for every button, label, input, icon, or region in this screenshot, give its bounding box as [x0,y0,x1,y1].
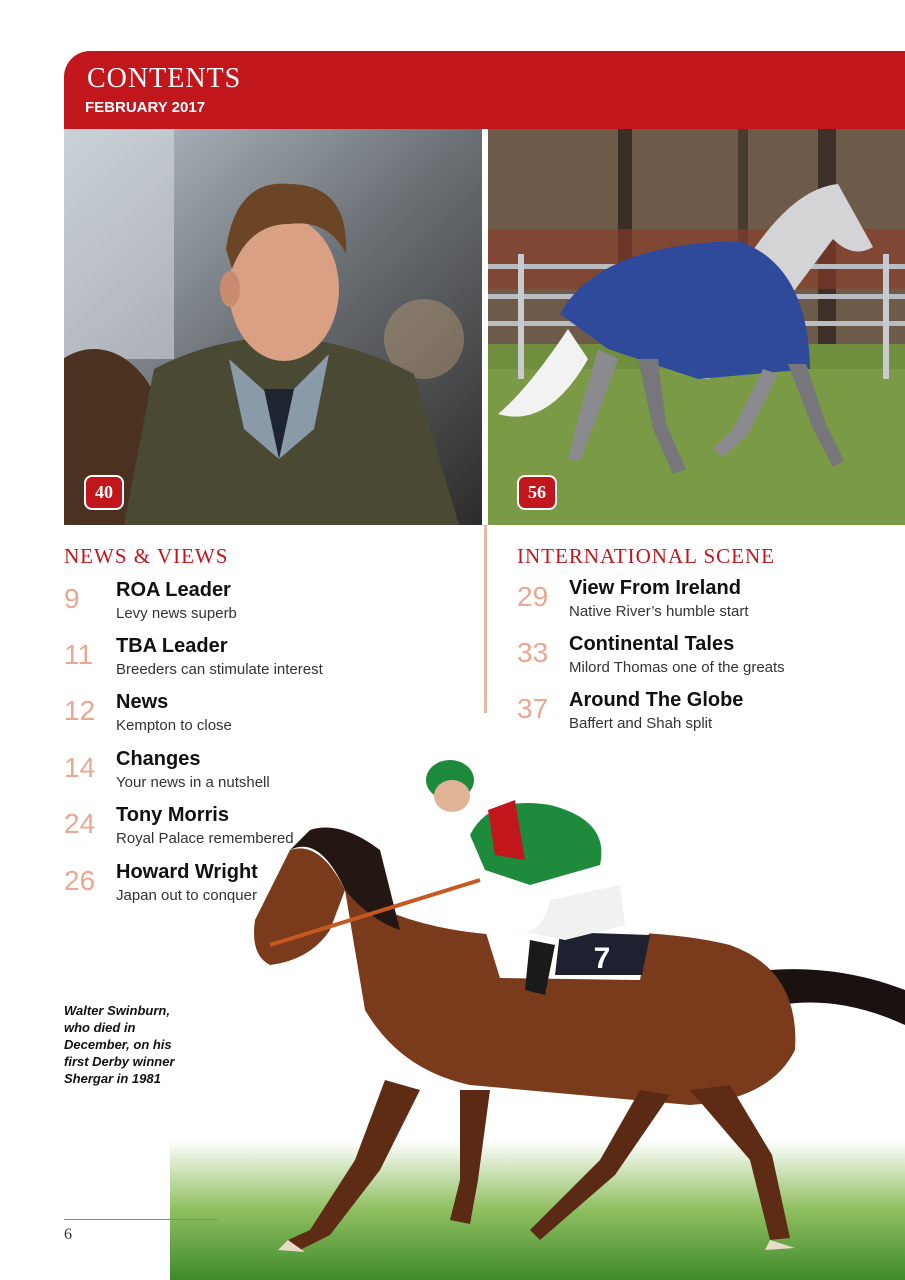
toc-description: Breeders can stimulate interest [116,661,323,678]
toc-description: Kempton to close [116,717,232,734]
toc-headline: Continental Tales [569,633,735,655]
toc-headline: Changes [116,748,201,770]
toc-headline: Around The Globe [569,689,744,711]
toc-headline: News [116,691,169,713]
toc-page-number: 9 [64,583,80,614]
toc-description: Levy news superb [116,605,237,622]
page-badge-40: 40 [84,475,124,510]
column-divider [484,525,487,713]
saddlecloth-number: 7 [593,942,611,975]
toc-description: Native River’s humble start [569,603,749,620]
shergar-photo [170,740,905,1280]
toc-headline: Tony Morris [116,804,229,826]
trainer-photo [64,129,482,525]
issue-date: FEBRUARY 2017 [85,99,206,116]
toc-headline: TBA Leader [116,635,228,657]
toc-page-number: 24 [64,808,96,839]
toc-page-number: 14 [64,752,96,783]
toc-description: Baffert and Shah split [569,715,713,732]
toc-headline: ROA Leader [116,579,231,601]
toc-description: Milord Thomas one of the greats [569,659,785,676]
toc-headline: View From Ireland [569,577,741,599]
toc-page-number: 33 [517,637,549,668]
footer-rule [64,1219,218,1220]
page-badge-56: 56 [517,475,557,510]
contents-title: CONTENTS [87,63,242,94]
toc-page-number: 11 [64,639,94,670]
toc-page-number: 29 [517,581,549,612]
grey-horse-photo [488,129,905,525]
toc-description: Japan out to conquer [116,887,257,904]
photo-caption: Walter Swinburn, who died in December, on his first Derby winner Shergar in 1981 [64,1003,175,1086]
toc-headline: Howard Wright [116,861,258,883]
toc-page-number: 37 [517,693,549,724]
contents-header [64,51,905,129]
toc-page-number: 12 [64,695,96,726]
page-number: 6 [64,1226,72,1243]
international-scene-heading: INTERNATIONAL SCENE [517,544,775,568]
toc-description: Royal Palace remembered [116,830,294,847]
news-views-heading: NEWS & VIEWS [64,544,229,568]
toc-description: Your news in a nutshell [116,774,270,791]
toc-page-number: 26 [64,865,96,896]
